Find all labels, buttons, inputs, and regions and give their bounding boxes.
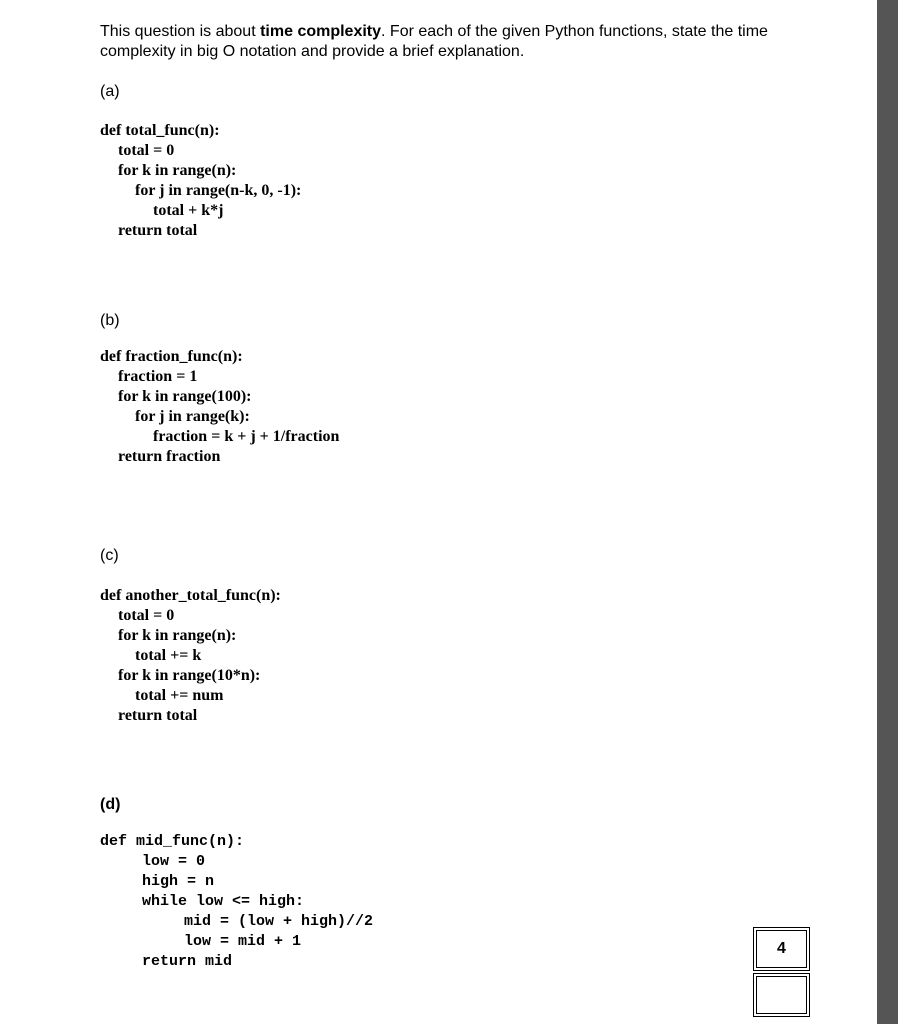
part-d-code-line-4: while low <= high:: [142, 893, 305, 910]
part-c-code-line-6: total += num: [135, 687, 224, 704]
part-d-code-line-6: low = mid + 1: [184, 933, 302, 950]
part-d-code-line-2: low = 0: [142, 853, 206, 870]
part-b-code-line-6: return fraction: [118, 448, 221, 465]
part-b-code-line-5: fraction = k + j + 1/fraction: [153, 428, 340, 445]
marks-value: 4: [756, 930, 807, 968]
intro-text-start: This question is about: [100, 23, 261, 40]
part-a-code-line-3: for k in range(n):: [118, 162, 237, 179]
part-b-code-line-1: def fraction_func(n):: [100, 348, 243, 365]
part-c-label: (c): [100, 547, 119, 564]
question-intro: [100, 22, 820, 62]
part-a-code-line-6: return total: [118, 222, 198, 239]
part-d-code-line-3: high = n: [142, 873, 215, 890]
score-value: [756, 976, 807, 1014]
score-box[interactable]: [753, 973, 810, 1017]
part-a-code-line-5: total + k*j: [153, 202, 224, 219]
part-d-code-line-5: mid = (low + high)//2: [184, 913, 374, 930]
part-c-code-line-2: total = 0: [118, 607, 175, 624]
part-d-code-line-7: return mid: [142, 953, 233, 970]
part-c-code-line-4: total += k: [135, 647, 202, 664]
part-c-code-line-3: for k in range(n):: [118, 627, 237, 644]
part-a-label: (a): [100, 83, 120, 100]
part-c-code-line-5: for k in range(10*n):: [118, 667, 261, 684]
intro-keyword: time complexity: [260, 23, 382, 40]
part-c-code-line-1: def another_total_func(n):: [100, 587, 281, 604]
part-b-code-line-3: for k in range(100):: [118, 388, 252, 405]
part-b-label: (b): [100, 312, 120, 329]
part-b-code-line-4: for j in range(k):: [135, 408, 250, 425]
part-a-code-line-1: def total_func(n):: [100, 122, 220, 139]
part-d-code-line-1: def mid_func(n):: [100, 833, 245, 850]
part-a-code-line-4: for j in range(n-k, 0, -1):: [135, 182, 302, 199]
marks-box: [753, 927, 810, 971]
part-b-code-line-2: fraction = 1: [118, 368, 198, 385]
part-c-code-line-7: return total: [118, 707, 198, 724]
part-a-code-line-2: total = 0: [118, 142, 175, 159]
part-d-label: (d): [100, 796, 121, 813]
intro-text-end: . For each of the given Python functions, state the time complexity in big O notation and provide a brief explanation.: [100, 23, 768, 60]
